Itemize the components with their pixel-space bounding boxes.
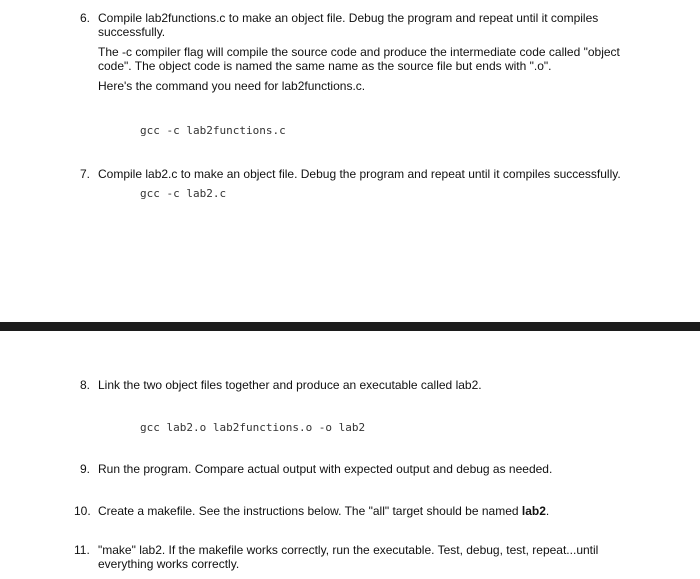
step-11-line-1: "make" lab2. If the makefile works correctly, run the executable. Test, debug, test, repeat...until xyxy=(98,543,599,557)
step-10-text-before: Create a makefile. See the instructions below. The "all" target should be named xyxy=(98,504,522,518)
step-11-number: 11. xyxy=(74,543,90,557)
step-10-number: 10. xyxy=(74,504,91,518)
step-10-target-name: lab2 xyxy=(521,504,546,518)
step-6-para-3: Here's the command you need for lab2functions.c. xyxy=(98,79,366,93)
step-6-line-1: Compile lab2functions.c to make an object file. Debug the program and repeat until it compiles xyxy=(98,11,599,25)
step-6-command: gcc -c lab2functions.c xyxy=(140,124,286,137)
step-6-line-2: successfully. xyxy=(98,25,166,39)
step-6-para-2-line-1: The -c compiler flag will compile the source code and produce the intermediate code called "object xyxy=(98,45,620,59)
step-6-number: 6. xyxy=(80,11,91,25)
step-7-command: gcc -c lab2.c xyxy=(140,187,227,200)
step-8-command: gcc lab2.o lab2functions.o -o lab2 xyxy=(140,421,366,434)
section-divider xyxy=(0,322,700,331)
step-9-text: Run the program. Compare actual output with expected output and debug as needed. xyxy=(98,462,553,476)
step-9-number: 9. xyxy=(80,462,91,476)
step-7-text: Compile lab2.c to make an object file. Debug the program and repeat until it compiles successfully. xyxy=(98,167,621,181)
step-11-line-2: everything works correctly. xyxy=(98,557,240,571)
step-6-para-2-line-2: code". The object code is named the same name as the source file but ends with ".o". xyxy=(98,59,552,73)
step-10-text-after: . xyxy=(545,504,550,518)
step-8-number: 8. xyxy=(80,378,91,392)
step-10-text xyxy=(98,504,549,519)
step-7-number: 7. xyxy=(80,167,91,181)
step-8-text: Link the two object files together and produce an executable called lab2. xyxy=(98,378,482,392)
